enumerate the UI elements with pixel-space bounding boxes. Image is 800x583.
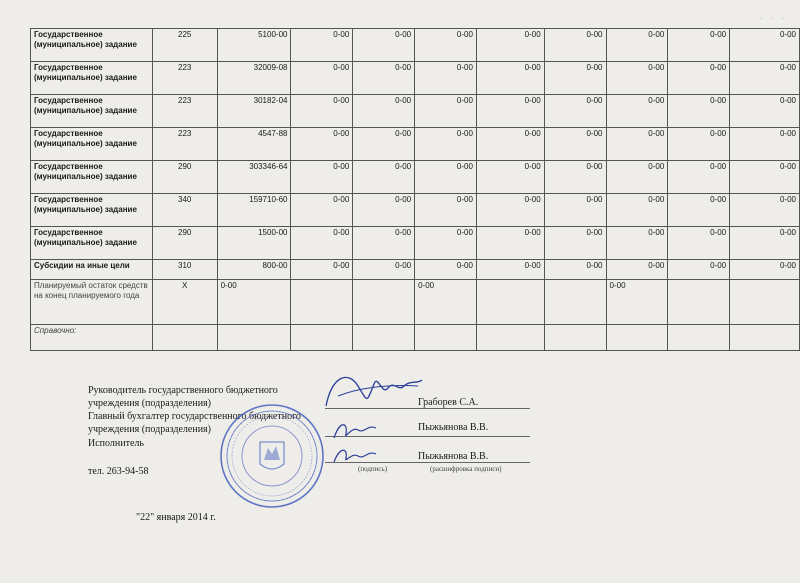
row-amount: 303346-64 xyxy=(217,161,291,194)
row-code: 290 xyxy=(152,227,217,260)
row-code: 223 xyxy=(152,95,217,128)
row-value xyxy=(668,280,730,325)
row-amount: 4547-88 xyxy=(217,128,291,161)
table-row xyxy=(31,161,800,194)
empty-cell xyxy=(544,325,606,351)
row-code: 223 xyxy=(152,128,217,161)
row-value xyxy=(476,280,544,325)
empty-cell xyxy=(476,325,544,351)
row-value: 0-00 xyxy=(291,29,353,62)
row-value: 0-00 xyxy=(291,161,353,194)
row-value xyxy=(730,280,800,325)
official-seal-icon xyxy=(218,402,326,510)
row-value: 0-00 xyxy=(668,128,730,161)
row-value: 0-00 xyxy=(730,95,800,128)
row-amount: 1500-00 xyxy=(217,227,291,260)
row-value: 0-00 xyxy=(476,161,544,194)
row-value: 0-00 xyxy=(730,128,800,161)
row-value xyxy=(353,280,415,325)
caption-signature: (подпись) xyxy=(358,465,388,473)
head-signature-icon xyxy=(318,366,428,416)
row-value: 0-00 xyxy=(606,227,668,260)
accountant-label-line-2: учреждения (подразделения) xyxy=(88,424,211,435)
row-value xyxy=(544,280,606,325)
row-value: 0-00 xyxy=(476,260,544,280)
row-name: Планируемый остаток средств на конец планируемого года xyxy=(31,280,153,325)
row-value: 0-00 xyxy=(415,29,477,62)
row-value: 0-00 xyxy=(544,161,606,194)
row-value: 0-00 xyxy=(476,62,544,95)
row-value: 0-00 xyxy=(730,227,800,260)
row-code: 340 xyxy=(152,194,217,227)
row-amount: 32009-08 xyxy=(217,62,291,95)
row-value: 0-00 xyxy=(415,62,477,95)
row-value: 0-00 xyxy=(353,161,415,194)
row-name: Государственное (муниципальное) задание xyxy=(31,161,153,194)
row-value xyxy=(291,280,353,325)
row-code: 223 xyxy=(152,62,217,95)
table-row-subsidy xyxy=(31,260,800,280)
table-row xyxy=(31,227,800,260)
head-name: Граборев С.А. xyxy=(418,397,479,408)
row-value: 0-00 xyxy=(606,194,668,227)
row-amount: 5100-00 xyxy=(217,29,291,62)
row-value: 0-00 xyxy=(291,62,353,95)
table-row xyxy=(31,128,800,161)
row-value: 0-00 xyxy=(668,95,730,128)
row-value: 0-00 xyxy=(291,95,353,128)
row-value: 0-00 xyxy=(291,227,353,260)
executor-signature-icon xyxy=(330,442,380,470)
row-amount: 0-00 xyxy=(217,280,291,325)
accountant-label-line-1: Главный бухгалтер государственного бюджетного xyxy=(88,411,301,422)
row-value: 0-00 xyxy=(668,227,730,260)
row-value: 0-00 xyxy=(353,95,415,128)
row-name: Государственное (муниципальное) задание xyxy=(31,29,153,62)
row-value: 0-00 xyxy=(668,62,730,95)
table-row xyxy=(31,194,800,227)
row-value: 0-00 xyxy=(544,29,606,62)
row-name: Субсидии на иные цели xyxy=(31,260,153,280)
row-value: 0-00 xyxy=(291,194,353,227)
row-value: 0-00 xyxy=(353,260,415,280)
row-value: 0-00 xyxy=(544,128,606,161)
row-value: 0-00 xyxy=(544,62,606,95)
row-value: 0-00 xyxy=(476,194,544,227)
row-name: Государственное (муниципальное) задание xyxy=(31,194,153,227)
row-value: 0-00 xyxy=(476,95,544,128)
executor-label: Исполнитель xyxy=(88,438,144,449)
row-amount: 159710-60 xyxy=(217,194,291,227)
table-row-planned xyxy=(31,280,800,325)
table-row xyxy=(31,62,800,95)
row-value: 0-00 xyxy=(476,29,544,62)
row-value: 0-00 xyxy=(291,260,353,280)
row-name: Государственное (муниципальное) задание xyxy=(31,128,153,161)
row-value: 0-00 xyxy=(476,128,544,161)
empty-cell xyxy=(730,325,800,351)
scan-mark: · · · xyxy=(760,14,787,23)
row-value: 0-00 xyxy=(353,128,415,161)
empty-cell xyxy=(606,325,668,351)
head-label-line-1: Руководитель государственного бюджетного xyxy=(88,385,278,396)
row-value: 0-00 xyxy=(606,62,668,95)
row-value: 0-00 xyxy=(544,260,606,280)
empty-cell xyxy=(415,325,477,351)
row-value: 0-00 xyxy=(730,29,800,62)
row-value: 0-00 xyxy=(353,29,415,62)
row-value: 0-00 xyxy=(606,29,668,62)
row-value: 0-00 xyxy=(606,280,668,325)
empty-cell xyxy=(217,325,291,351)
head-label-line-2: учреждения (подразделения) xyxy=(88,398,211,409)
row-code: 290 xyxy=(152,161,217,194)
row-value: 0-00 xyxy=(291,128,353,161)
row-value: 0-00 xyxy=(668,260,730,280)
row-value: 0-00 xyxy=(606,95,668,128)
accountant-signature-icon xyxy=(330,416,380,444)
row-value: 0-00 xyxy=(730,161,800,194)
accountant-name: Пыжьянова В.В. xyxy=(418,422,489,433)
empty-cell xyxy=(353,325,415,351)
row-value: 0-00 xyxy=(544,194,606,227)
empty-cell xyxy=(668,325,730,351)
row-value: 0-00 xyxy=(730,62,800,95)
row-value: 0-00 xyxy=(415,128,477,161)
row-value: 0-00 xyxy=(353,227,415,260)
row-name: Государственное (муниципальное) задание xyxy=(31,62,153,95)
phone: тел. 263-94-58 xyxy=(88,466,149,477)
row-value: 0-00 xyxy=(606,260,668,280)
executor-name: Пыжьянова В.В. xyxy=(418,451,489,462)
row-value: 0-00 xyxy=(415,161,477,194)
row-code: X xyxy=(152,280,217,325)
row-value: 0-00 xyxy=(668,29,730,62)
row-value: 0-00 xyxy=(415,280,477,325)
row-amount: 800-00 xyxy=(217,260,291,280)
row-value: 0-00 xyxy=(606,161,668,194)
row-name: Государственное (муниципальное) задание xyxy=(31,227,153,260)
reference-label: Справочно: xyxy=(31,325,153,351)
row-value: 0-00 xyxy=(544,227,606,260)
table-row xyxy=(31,29,800,62)
row-value: 0-00 xyxy=(415,194,477,227)
row-value: 0-00 xyxy=(668,194,730,227)
row-value: 0-00 xyxy=(730,194,800,227)
row-value: 0-00 xyxy=(353,194,415,227)
date: "22" января 2014 г. xyxy=(136,512,216,523)
row-value: 0-00 xyxy=(353,62,415,95)
row-value: 0-00 xyxy=(415,95,477,128)
row-value: 0-00 xyxy=(730,260,800,280)
row-value: 0-00 xyxy=(668,161,730,194)
budget-table xyxy=(30,28,800,351)
row-value: 0-00 xyxy=(606,128,668,161)
row-value: 0-00 xyxy=(415,227,477,260)
row-value: 0-00 xyxy=(544,95,606,128)
table-row-reference xyxy=(31,325,800,351)
row-code: 310 xyxy=(152,260,217,280)
caption-decode: (расшифровка подписи) xyxy=(430,465,502,473)
row-name: Государственное (муниципальное) задание xyxy=(31,95,153,128)
empty-cell xyxy=(291,325,353,351)
row-amount: 30182-04 xyxy=(217,95,291,128)
table-row xyxy=(31,95,800,128)
row-value: 0-00 xyxy=(476,227,544,260)
row-value: 0-00 xyxy=(415,260,477,280)
empty-cell xyxy=(152,325,217,351)
row-code: 225 xyxy=(152,29,217,62)
